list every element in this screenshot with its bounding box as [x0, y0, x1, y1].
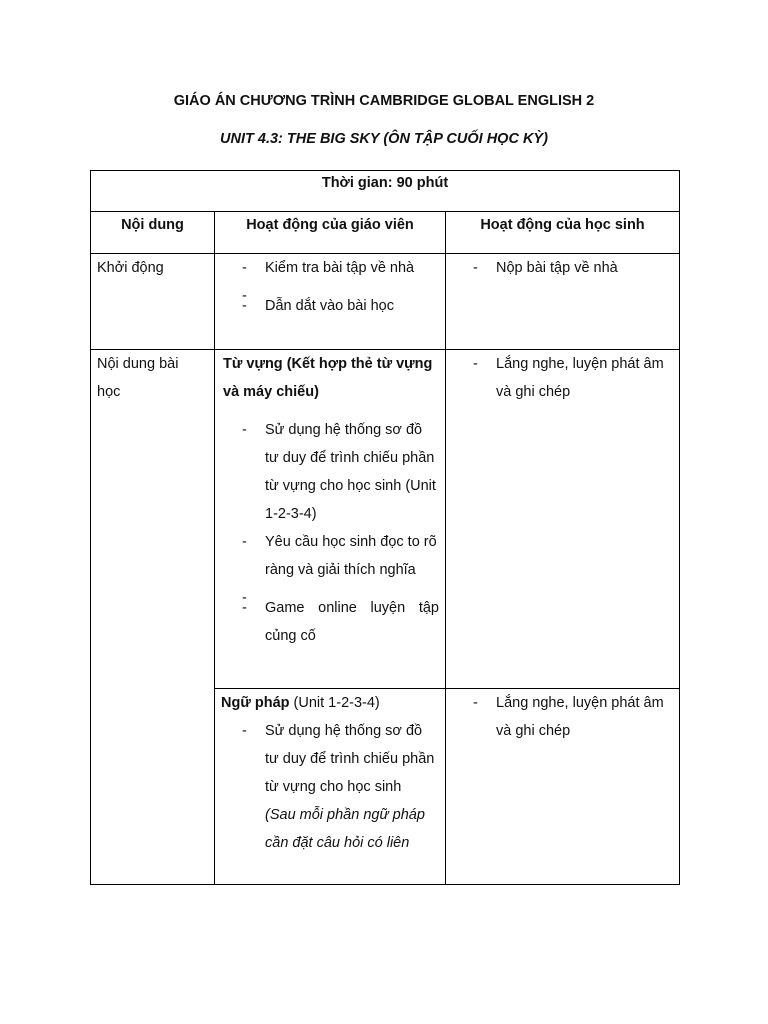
vocab-teacher-item: - Yêu cầu học sinh đọc to rõ ràng và giải thích nghĩa	[215, 528, 445, 584]
vocab-heading: Từ vựng (Kết hợp thẻ từ vựng và máy chiếu)	[223, 356, 433, 400]
lesson-plan-table	[90, 170, 680, 885]
warmup-teacher-item: - Kiểm tra bài tập về nhà	[215, 254, 445, 282]
lesson-content-cell	[91, 350, 215, 885]
spacer	[215, 406, 445, 416]
vocab-teacher-item: - Sử dụng hệ thống sơ đồ tư duy để trình chiếu phần từ vựng cho học sinh (Unit 1-2-3-4)	[215, 416, 445, 528]
grammar-student-item: - Lắng nghe, luyện phát âm và ghi chép	[446, 689, 679, 745]
warmup-teacher-cell	[215, 254, 446, 350]
spacer	[215, 282, 445, 292]
header-student: Hoạt động của học sinh	[446, 212, 680, 254]
warmup-row	[91, 254, 680, 350]
grammar-heading-bold: Ngữ pháp	[221, 695, 290, 711]
lesson-content: Nội dung bài học	[97, 356, 179, 400]
document-subtitle: UNIT 4.3: THE BIG SKY (ÔN TẬP CUỐI HỌC KỲ)	[220, 131, 548, 147]
warmup-content-cell	[91, 254, 215, 350]
grammar-teacher-cell	[215, 689, 446, 885]
vocab-row	[91, 350, 680, 689]
warmup-student-cell	[446, 254, 680, 350]
warmup-student-item: - Nộp bài tập về nhà	[446, 254, 679, 282]
time-cell: Thời gian: 90 phút	[91, 171, 680, 212]
warmup-content: Khởi động	[97, 260, 164, 276]
grammar-student-cell	[446, 689, 680, 885]
vocab-student-item: - Lắng nghe, luyện phát âm và ghi chép	[446, 350, 679, 406]
spacer	[215, 584, 445, 594]
warmup-teacher-item: - Dẫn dắt vào bài học	[215, 292, 445, 320]
header-teacher: Hoạt động của giáo viên	[215, 212, 446, 254]
grammar-heading	[215, 689, 445, 717]
vocab-teacher-item: - Game online luyện tập củng cố	[215, 594, 445, 650]
grammar-teacher-item: - Sử dụng hệ thống sơ đồ tư duy để trình chiếu phần từ vựng cho học sinh	[215, 717, 445, 801]
header-content: Nội dung	[91, 212, 215, 254]
document-title: GIÁO ÁN CHƯƠNG TRÌNH CAMBRIDGE GLOBAL ENGLISH 2	[173, 93, 595, 109]
grammar-note: (Sau mỗi phần ngữ pháp cần đặt câu hỏi có liên	[265, 807, 425, 851]
vocab-teacher-cell	[215, 350, 446, 689]
grammar-heading-rest: (Unit 1-2-3-4)	[289, 695, 380, 711]
time-row	[91, 171, 680, 212]
header-row	[91, 212, 680, 254]
vocab-student-cell	[446, 350, 680, 689]
